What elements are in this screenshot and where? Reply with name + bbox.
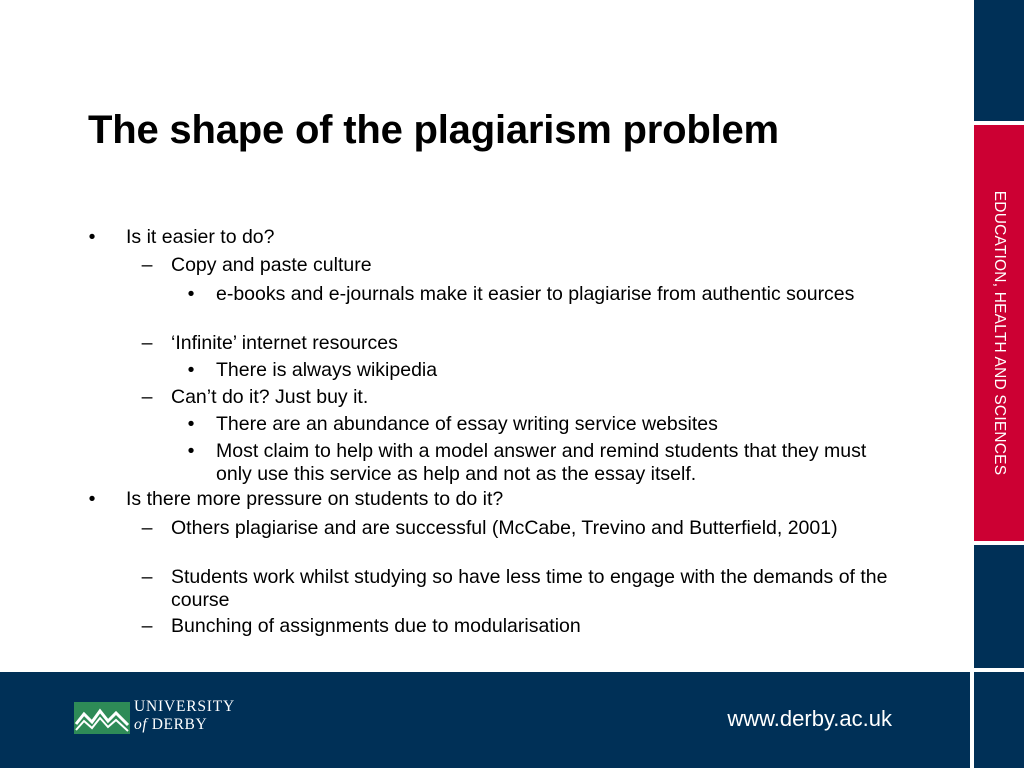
logo-wordmark bbox=[134, 699, 235, 732]
dash-marker: – bbox=[141, 254, 153, 276]
website-url[interactable]: www.derby.ac.uk bbox=[727, 706, 892, 731]
bullet-text: Others plagiarise and are successful (McCabe, Trevino and Butterfield, 2001) bbox=[171, 517, 838, 539]
bullet-text: Can’t do it? Just buy it. bbox=[171, 386, 369, 408]
bullet-marker: • bbox=[88, 488, 96, 510]
logo-of-text: of bbox=[134, 715, 148, 733]
dash-marker: – bbox=[141, 615, 153, 637]
dash-marker: – bbox=[141, 566, 153, 588]
logo-university-text: UNIVERSITY bbox=[134, 698, 235, 715]
university-logo bbox=[74, 699, 254, 739]
dash-marker: – bbox=[141, 386, 153, 408]
dash-marker: – bbox=[141, 517, 153, 539]
side-band-bottom bbox=[974, 545, 1024, 669]
bullet-marker: • bbox=[187, 359, 195, 381]
bullet-marker: • bbox=[187, 413, 195, 435]
bullet-text: ‘Infinite’ internet resources bbox=[171, 332, 398, 354]
bullet-text: Bunching of assignments due to modularisation bbox=[171, 615, 581, 637]
bullet-text: Most claim to help with a model answer and remind students that they must only use this service as help and not as the essay itself. bbox=[216, 440, 867, 485]
bullet-text: There is always wikipedia bbox=[216, 359, 438, 381]
bullet-text: e-books and e-journals make it easier to plagiarise from authentic sources bbox=[216, 283, 855, 305]
bullet-marker: • bbox=[88, 226, 96, 248]
bullet-text: Students work whilst studying so have less time to engage with the demands of the course bbox=[171, 566, 888, 611]
side-band-top bbox=[974, 0, 1024, 121]
slide-title: The shape of the plagiarism problem bbox=[88, 108, 779, 152]
dash-marker: – bbox=[141, 332, 153, 354]
logo-derby-line bbox=[134, 717, 235, 733]
logo-mountains-icon bbox=[74, 702, 130, 734]
bullet-text: There are an abundance of essay writing service websites bbox=[216, 413, 718, 435]
logo-derby-text: DERBY bbox=[151, 715, 208, 733]
bullet-text: Copy and paste culture bbox=[171, 254, 372, 276]
faculty-label: EDUCATION, HEALTH AND SCIENCES bbox=[991, 190, 1008, 476]
bullet-text: Is it easier to do? bbox=[126, 226, 275, 248]
bullet-text: Is there more pressure on students to do it? bbox=[126, 488, 504, 510]
side-band-divider bbox=[970, 0, 974, 768]
footer-corner bbox=[974, 672, 1024, 768]
bullet-marker: • bbox=[187, 283, 195, 305]
bullet-marker: • bbox=[187, 440, 195, 462]
